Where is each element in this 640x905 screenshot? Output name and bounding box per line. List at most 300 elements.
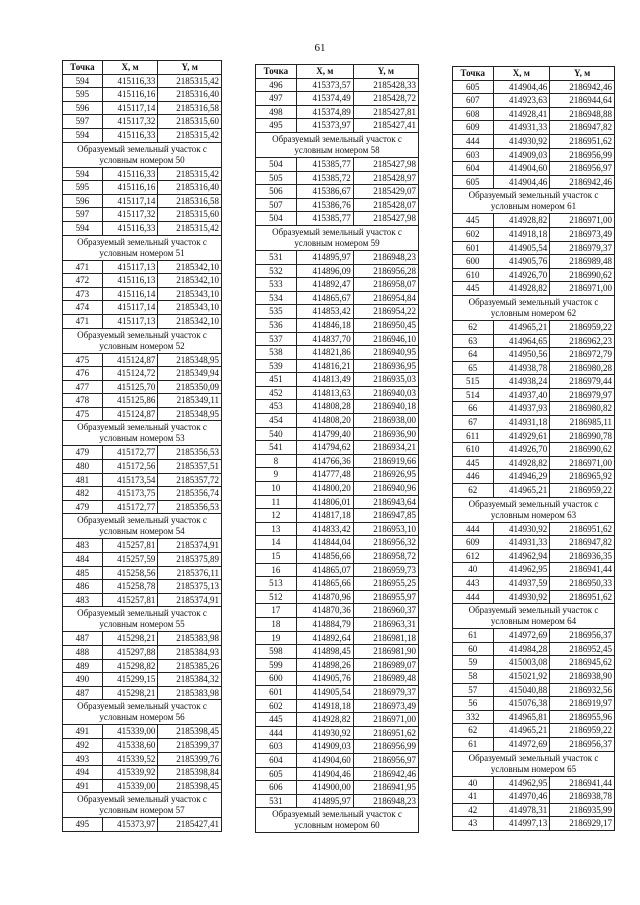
x-cell: 414962,95 bbox=[493, 776, 550, 790]
table-row bbox=[453, 255, 615, 269]
table-row bbox=[256, 468, 419, 482]
table-row bbox=[453, 361, 615, 375]
table-row bbox=[63, 779, 222, 793]
table-row bbox=[256, 119, 419, 133]
table-row bbox=[453, 577, 615, 591]
x-cell: 415117,14 bbox=[102, 101, 158, 115]
table-row bbox=[63, 659, 222, 673]
y-cell: 2186951,62 bbox=[550, 134, 615, 148]
x-cell: 414904,60 bbox=[493, 162, 550, 176]
x-cell: 414937,59 bbox=[493, 577, 550, 591]
x-cell: 415116,33 bbox=[102, 74, 158, 88]
y-cell: 2186985,11 bbox=[550, 416, 615, 430]
y-cell: 2186947,82 bbox=[550, 536, 615, 550]
point-header: Точка bbox=[453, 67, 494, 81]
x-cell: 414931,33 bbox=[493, 536, 550, 550]
point-cell: 65 bbox=[453, 361, 494, 375]
point-cell: 14 bbox=[256, 536, 297, 550]
y-cell: 2186938,78 bbox=[550, 790, 615, 804]
x-cell: 414923,63 bbox=[493, 94, 550, 108]
point-cell: 62 bbox=[453, 724, 494, 738]
y-cell: 2185429,07 bbox=[353, 185, 418, 199]
y-cell: 2186959,22 bbox=[550, 724, 615, 738]
y-cell: 2186947,82 bbox=[550, 121, 615, 135]
point-cell: 483 bbox=[63, 539, 103, 553]
point-cell: 594 bbox=[63, 74, 103, 88]
y-cell: 2186948,23 bbox=[353, 794, 418, 808]
point-cell: 540 bbox=[256, 427, 297, 441]
x-cell: 415125,86 bbox=[102, 394, 158, 408]
x-cell: 414813,63 bbox=[296, 386, 353, 400]
table-row bbox=[256, 699, 419, 713]
y-cell: 2186941,44 bbox=[550, 776, 615, 790]
point-cell: 534 bbox=[256, 291, 297, 305]
point-cell: 611 bbox=[453, 429, 494, 443]
coordinates-table bbox=[452, 66, 615, 831]
x-cell: 414896,09 bbox=[296, 264, 353, 278]
table-row bbox=[63, 314, 222, 328]
x-cell: 414918,18 bbox=[296, 699, 353, 713]
section-heading: Образуемый земельный участок с условным номером 52 bbox=[63, 328, 222, 353]
table-row bbox=[453, 590, 615, 604]
y-header: Y, м bbox=[550, 67, 615, 81]
y-cell: 2186979,44 bbox=[550, 375, 615, 389]
x-cell: 415298,21 bbox=[102, 632, 158, 646]
table-row bbox=[256, 386, 419, 400]
point-cell: 606 bbox=[256, 781, 297, 795]
point-cell: 609 bbox=[453, 121, 494, 135]
x-cell: 414799,40 bbox=[296, 427, 353, 441]
y-cell: 2186948,23 bbox=[353, 250, 418, 264]
x-cell: 414938,78 bbox=[493, 361, 550, 375]
point-cell: 482 bbox=[63, 487, 103, 501]
table-row bbox=[256, 781, 419, 795]
point-cell: 8 bbox=[256, 454, 297, 468]
point-cell: 495 bbox=[256, 119, 297, 133]
x-cell: 415116,33 bbox=[102, 128, 158, 142]
point-cell: 15 bbox=[256, 550, 297, 564]
y-cell: 2186963,31 bbox=[353, 617, 418, 631]
section-heading: Образуемый земельный участок с условным номером 55 bbox=[63, 607, 222, 632]
x-cell: 414898,45 bbox=[296, 645, 353, 659]
section-heading-row bbox=[256, 225, 419, 250]
table-row bbox=[63, 593, 222, 607]
y-cell: 2186959,22 bbox=[550, 320, 615, 334]
y-cell: 2186956,97 bbox=[353, 753, 418, 767]
section-heading: Образуемый земельный участок с условным номером 57 bbox=[63, 793, 222, 818]
point-cell: 484 bbox=[63, 553, 103, 567]
table-row bbox=[256, 617, 419, 631]
coordinates-table-column-1 bbox=[62, 60, 222, 832]
point-cell: 495 bbox=[63, 818, 103, 832]
point-cell: 56 bbox=[453, 697, 494, 711]
point-cell: 538 bbox=[256, 346, 297, 360]
point-cell: 603 bbox=[453, 148, 494, 162]
x-cell: 415116,13 bbox=[102, 274, 158, 288]
y-cell: 2186979,97 bbox=[550, 388, 615, 402]
x-cell: 415385,77 bbox=[296, 157, 353, 171]
point-cell: 513 bbox=[256, 577, 297, 591]
x-cell: 415117,14 bbox=[102, 194, 158, 208]
x-cell: 415076,38 bbox=[493, 697, 550, 711]
table-row bbox=[453, 375, 615, 389]
point-cell: 601 bbox=[453, 241, 494, 255]
table-row bbox=[453, 227, 615, 241]
x-cell: 415173,54 bbox=[102, 473, 158, 487]
x-cell: 415386,67 bbox=[296, 185, 353, 199]
y-cell: 2186938,90 bbox=[550, 669, 615, 683]
point-cell: 600 bbox=[256, 672, 297, 686]
x-cell: 414972,69 bbox=[493, 737, 550, 751]
table-row bbox=[453, 162, 615, 176]
y-cell: 2186971,00 bbox=[550, 214, 615, 228]
x-cell: 415124,87 bbox=[102, 353, 158, 367]
table-row bbox=[453, 320, 615, 334]
y-cell: 2186959,73 bbox=[353, 563, 418, 577]
point-cell: 506 bbox=[256, 185, 297, 199]
x-cell: 414950,56 bbox=[493, 348, 550, 362]
y-cell: 2186935,03 bbox=[353, 373, 418, 387]
table-row bbox=[453, 148, 615, 162]
y-cell: 2186944,64 bbox=[550, 94, 615, 108]
section-heading-row bbox=[453, 497, 615, 522]
point-cell: 596 bbox=[63, 194, 103, 208]
point-cell: 444 bbox=[453, 590, 494, 604]
y-cell: 2186959,22 bbox=[550, 484, 615, 498]
x-cell: 414909,03 bbox=[493, 148, 550, 162]
y-cell: 2186980,82 bbox=[550, 402, 615, 416]
table-row bbox=[256, 604, 419, 618]
table-row bbox=[63, 128, 222, 142]
y-cell: 2186973,49 bbox=[550, 227, 615, 241]
x-cell: 414928,82 bbox=[493, 282, 550, 296]
x-cell: 414870,96 bbox=[296, 590, 353, 604]
y-cell: 2186981,18 bbox=[353, 631, 418, 645]
y-cell: 2186971,00 bbox=[353, 713, 418, 727]
x-cell: 414965,21 bbox=[493, 724, 550, 738]
table-row bbox=[256, 590, 419, 604]
x-cell: 414970,46 bbox=[493, 790, 550, 804]
x-cell: 415298,82 bbox=[102, 659, 158, 673]
point-cell: 607 bbox=[453, 94, 494, 108]
coordinates-table bbox=[62, 60, 222, 832]
point-cell: 12 bbox=[256, 509, 297, 523]
y-cell: 2185316,40 bbox=[158, 88, 222, 102]
x-cell: 414816,21 bbox=[296, 359, 353, 373]
point-cell: 476 bbox=[63, 367, 103, 381]
y-cell: 2186955,25 bbox=[353, 577, 418, 591]
table-row bbox=[256, 400, 419, 414]
x-cell: 414962,95 bbox=[493, 563, 550, 577]
table-row bbox=[63, 194, 222, 208]
section-heading-row bbox=[453, 295, 615, 320]
point-header: Точка bbox=[256, 65, 297, 79]
x-cell: 414904,46 bbox=[296, 767, 353, 781]
x-cell: 415116,16 bbox=[102, 88, 158, 102]
y-cell: 2185428,72 bbox=[353, 92, 418, 106]
y-cell: 2186934,21 bbox=[353, 441, 418, 455]
y-cell: 2186932,56 bbox=[550, 683, 615, 697]
point-cell: 63 bbox=[453, 334, 494, 348]
y-cell: 2185383,98 bbox=[158, 686, 222, 700]
point-cell: 496 bbox=[256, 78, 297, 92]
x-cell: 414930,92 bbox=[493, 590, 550, 604]
point-cell: 601 bbox=[256, 685, 297, 699]
x-cell: 414937,93 bbox=[493, 402, 550, 416]
y-cell: 2186936,35 bbox=[550, 549, 615, 563]
point-cell: 445 bbox=[256, 713, 297, 727]
point-cell: 609 bbox=[453, 536, 494, 550]
point-cell: 610 bbox=[453, 443, 494, 457]
point-cell: 541 bbox=[256, 441, 297, 455]
x-cell: 415117,13 bbox=[102, 314, 158, 328]
x-cell: 415116,16 bbox=[102, 181, 158, 195]
section-heading: Образуемый земельный участок с условным номером 61 bbox=[453, 189, 615, 214]
point-cell: 481 bbox=[63, 473, 103, 487]
table-row bbox=[453, 683, 615, 697]
point-cell: 64 bbox=[453, 348, 494, 362]
point-cell: 445 bbox=[453, 456, 494, 470]
point-cell: 18 bbox=[256, 617, 297, 631]
table-row bbox=[256, 740, 419, 754]
y-cell: 2185356,74 bbox=[158, 487, 222, 501]
y-cell: 2185375,89 bbox=[158, 553, 222, 567]
point-cell: 472 bbox=[63, 274, 103, 288]
y-cell: 2185427,41 bbox=[353, 119, 418, 133]
table-row bbox=[63, 221, 222, 235]
point-cell: 486 bbox=[63, 580, 103, 594]
table-row bbox=[256, 291, 419, 305]
section-heading-row bbox=[453, 751, 615, 776]
table-row bbox=[63, 473, 222, 487]
x-cell: 415299,15 bbox=[102, 673, 158, 687]
y-cell: 2186950,33 bbox=[550, 577, 615, 591]
y-cell: 2186941,95 bbox=[353, 781, 418, 795]
table-row bbox=[453, 656, 615, 670]
point-cell: 595 bbox=[63, 181, 103, 195]
table-row bbox=[256, 672, 419, 686]
point-cell: 445 bbox=[453, 214, 494, 228]
y-cell: 2185383,98 bbox=[158, 632, 222, 646]
table-row bbox=[63, 566, 222, 580]
x-cell: 414918,18 bbox=[493, 227, 550, 241]
y-cell: 2186948,88 bbox=[550, 107, 615, 121]
x-cell: 415373,97 bbox=[102, 818, 158, 832]
x-cell: 414856,66 bbox=[296, 550, 353, 564]
point-cell: 605 bbox=[453, 80, 494, 94]
y-cell: 2185384,32 bbox=[158, 673, 222, 687]
table-row bbox=[63, 115, 222, 129]
point-cell: 61 bbox=[453, 629, 494, 643]
x-cell: 415374,89 bbox=[296, 105, 353, 119]
x-cell: 414965,21 bbox=[493, 484, 550, 498]
y-cell: 2185398,45 bbox=[158, 725, 222, 739]
point-cell: 67 bbox=[453, 416, 494, 430]
point-cell: 493 bbox=[63, 752, 103, 766]
point-cell: 504 bbox=[256, 157, 297, 171]
x-cell: 414931,18 bbox=[493, 416, 550, 430]
x-cell: 414964,65 bbox=[493, 334, 550, 348]
table-row bbox=[256, 631, 419, 645]
y-cell: 2185385,26 bbox=[158, 659, 222, 673]
section-heading: Образуемый земельный участок с условным номером 65 bbox=[453, 751, 615, 776]
table-header-row bbox=[453, 67, 615, 81]
x-cell: 415116,33 bbox=[102, 167, 158, 181]
y-cell: 2186943,64 bbox=[353, 495, 418, 509]
x-cell: 415298,21 bbox=[102, 686, 158, 700]
y-header: Y, м bbox=[353, 65, 418, 79]
table-row bbox=[256, 373, 419, 387]
y-cell: 2185350,09 bbox=[158, 380, 222, 394]
point-cell: 16 bbox=[256, 563, 297, 577]
point-cell: 492 bbox=[63, 738, 103, 752]
x-cell: 414905,76 bbox=[493, 255, 550, 269]
point-cell: 535 bbox=[256, 305, 297, 319]
x-cell: 414865,67 bbox=[296, 291, 353, 305]
table-row bbox=[256, 482, 419, 496]
table-row bbox=[256, 536, 419, 550]
y-cell: 2185315,42 bbox=[158, 221, 222, 235]
table-row bbox=[453, 107, 615, 121]
table-row bbox=[256, 454, 419, 468]
point-cell: 604 bbox=[453, 162, 494, 176]
table-row bbox=[256, 563, 419, 577]
y-cell: 2186955,96 bbox=[550, 710, 615, 724]
y-cell: 2185356,53 bbox=[158, 446, 222, 460]
y-cell: 2186980,28 bbox=[550, 361, 615, 375]
y-cell: 2186989,07 bbox=[353, 658, 418, 672]
x-cell: 414930,92 bbox=[493, 522, 550, 536]
point-cell: 58 bbox=[453, 669, 494, 683]
y-cell: 2186956,99 bbox=[353, 740, 418, 754]
point-cell: 41 bbox=[453, 790, 494, 804]
x-cell: 415116,14 bbox=[102, 287, 158, 301]
table-row bbox=[63, 367, 222, 381]
y-cell: 2185342,10 bbox=[158, 314, 222, 328]
table-row bbox=[256, 250, 419, 264]
point-cell: 594 bbox=[63, 221, 103, 235]
x-cell: 414846,18 bbox=[296, 318, 353, 332]
point-cell: 451 bbox=[256, 373, 297, 387]
table-row bbox=[453, 669, 615, 683]
x-cell: 414965,21 bbox=[493, 320, 550, 334]
point-cell: 539 bbox=[256, 359, 297, 373]
y-cell: 2186947,85 bbox=[353, 509, 418, 523]
section-heading-row bbox=[453, 189, 615, 214]
point-cell: 491 bbox=[63, 725, 103, 739]
table-row bbox=[453, 80, 615, 94]
x-cell: 415257,81 bbox=[102, 593, 158, 607]
table-row bbox=[453, 817, 615, 831]
point-cell: 532 bbox=[256, 264, 297, 278]
x-cell: 414813,49 bbox=[296, 373, 353, 387]
x-cell: 414837,70 bbox=[296, 332, 353, 346]
section-heading: Образуемый земельный участок с условным номером 56 bbox=[63, 700, 222, 725]
x-cell: 414817,18 bbox=[296, 509, 353, 523]
x-cell: 414978,31 bbox=[493, 803, 550, 817]
y-cell: 2185428,33 bbox=[353, 78, 418, 92]
x-cell: 415297,88 bbox=[102, 646, 158, 660]
y-cell: 2185357,51 bbox=[158, 460, 222, 474]
y-cell: 2185374,91 bbox=[158, 593, 222, 607]
x-cell: 414833,42 bbox=[296, 522, 353, 536]
y-cell: 2186990,78 bbox=[550, 429, 615, 443]
x-cell: 415021,92 bbox=[493, 669, 550, 683]
y-cell: 2186989,48 bbox=[353, 672, 418, 686]
x-cell: 415257,81 bbox=[102, 539, 158, 553]
point-cell: 594 bbox=[63, 167, 103, 181]
table-row bbox=[453, 536, 615, 550]
y-cell: 2185316,58 bbox=[158, 194, 222, 208]
section-heading-row bbox=[63, 700, 222, 725]
table-row bbox=[63, 167, 222, 181]
table-row bbox=[453, 268, 615, 282]
y-cell: 2186940,03 bbox=[353, 386, 418, 400]
point-cell: 479 bbox=[63, 446, 103, 460]
table-row bbox=[256, 753, 419, 767]
y-cell: 2186956,97 bbox=[550, 162, 615, 176]
y-cell: 2185357,72 bbox=[158, 473, 222, 487]
point-cell: 604 bbox=[256, 753, 297, 767]
y-cell: 2185427,98 bbox=[353, 157, 418, 171]
point-cell: 602 bbox=[256, 699, 297, 713]
table-row bbox=[63, 446, 222, 460]
section-heading: Образуемый земельный участок с условным номером 64 bbox=[453, 604, 615, 629]
y-cell: 2185428,07 bbox=[353, 198, 418, 212]
point-cell: 498 bbox=[256, 105, 297, 119]
section-heading: Образуемый земельный участок с условным номером 53 bbox=[63, 421, 222, 446]
table-row bbox=[453, 282, 615, 296]
table-row bbox=[63, 539, 222, 553]
y-cell: 2186971,00 bbox=[550, 282, 615, 296]
point-cell: 332 bbox=[453, 710, 494, 724]
point-cell: 487 bbox=[63, 632, 103, 646]
x-cell: 414946,29 bbox=[493, 470, 550, 484]
x-cell: 414904,46 bbox=[493, 175, 550, 189]
table-row bbox=[63, 752, 222, 766]
x-cell: 414865,07 bbox=[296, 563, 353, 577]
table-row bbox=[63, 818, 222, 832]
table-row bbox=[256, 577, 419, 591]
y-cell: 2186940,18 bbox=[353, 400, 418, 414]
y-cell: 2185376,11 bbox=[158, 566, 222, 580]
y-cell: 2185398,45 bbox=[158, 779, 222, 793]
point-cell: 597 bbox=[63, 115, 103, 129]
x-cell: 414926,70 bbox=[493, 268, 550, 282]
y-cell: 2186956,32 bbox=[353, 536, 418, 550]
page-number: 61 bbox=[314, 42, 326, 54]
x-cell: 414972,69 bbox=[493, 629, 550, 643]
x-cell: 414905,76 bbox=[296, 672, 353, 686]
y-cell: 2186929,17 bbox=[550, 817, 615, 831]
table-row bbox=[256, 332, 419, 346]
table-row bbox=[453, 121, 615, 135]
point-cell: 596 bbox=[63, 101, 103, 115]
y-cell: 2185315,42 bbox=[158, 128, 222, 142]
y-cell: 2186981,90 bbox=[353, 645, 418, 659]
table-row bbox=[453, 790, 615, 804]
table-row bbox=[256, 550, 419, 564]
y-cell: 2186919,66 bbox=[353, 454, 418, 468]
y-cell: 2186956,37 bbox=[550, 629, 615, 643]
coordinates-table-column-2 bbox=[255, 64, 419, 833]
table-header-row bbox=[63, 61, 222, 75]
table-row bbox=[453, 94, 615, 108]
point-cell: 40 bbox=[453, 563, 494, 577]
x-header: X, м bbox=[493, 67, 550, 81]
table-row bbox=[256, 645, 419, 659]
section-heading: Образуемый земельный участок с условным номером 54 bbox=[63, 514, 222, 539]
